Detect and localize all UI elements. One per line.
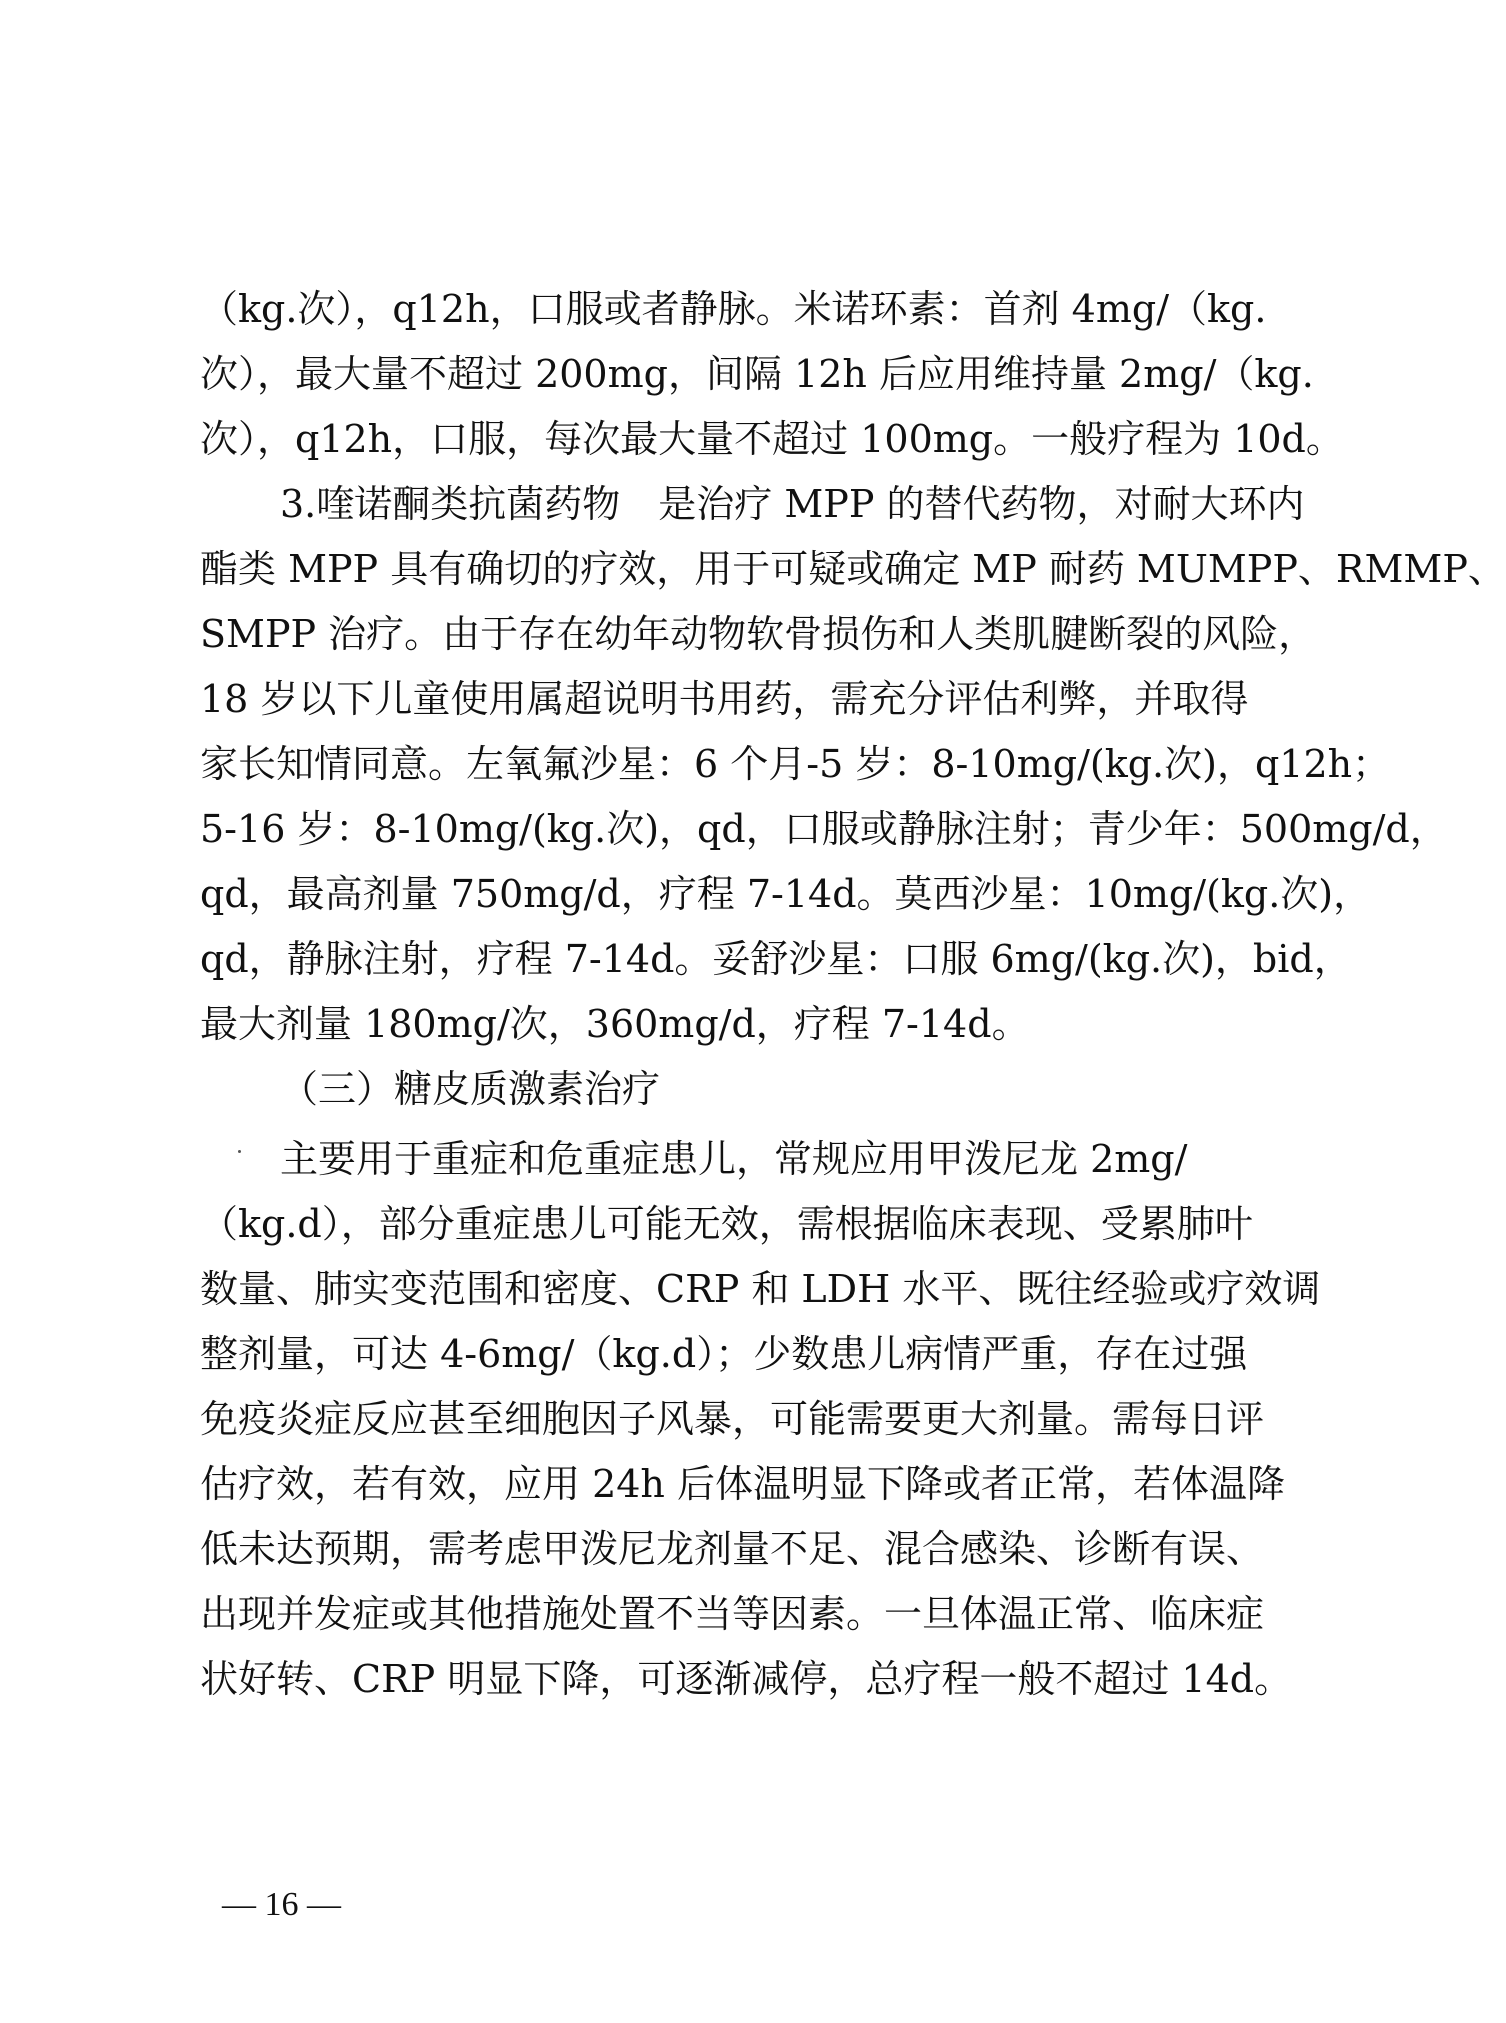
text-line: 3.喹诺酮类抗菌药物 是治疗 MPP 的替代药物，对耐大环内 (280, 482, 1305, 526)
section-heading: （三）糖皮质激素治疗 (280, 1067, 661, 1111)
text-line: 家长知情同意。左氧氟沙星：6 个月-5 岁：8-10mg/(kg.次)，q12h； (200, 742, 1391, 786)
text-line: 估疗效，若有效，应用 24h 后体温明显下降或者正常，若体温降 (200, 1462, 1285, 1506)
text-line: （kg.d），部分重症患儿可能无效，需根据临床表现、受累肺叶 (200, 1202, 1253, 1246)
text-line: 次），q12h，口服，每次最大量不超过 100mg。一般疗程为 10d。 (200, 417, 1344, 461)
text-line: 状好转、CRP 明显下降，可逐渐减停，总疗程一般不超过 14d。 (200, 1657, 1293, 1701)
text-line: 低未达预期，需考虑甲泼尼龙剂量不足、混合感染、诊断有误、 (200, 1527, 1265, 1571)
scan-speck (238, 1150, 241, 1153)
text-line: 数量、肺实变范围和密度、CRP 和 LDH 水平、既往经验或疗效调 (200, 1267, 1321, 1311)
text-line: SMPP 治疗。由于存在幼年动物软骨损伤和人类肌腱断裂的风险， (200, 612, 1317, 656)
text-line: 整剂量，可达 4-6mg/（kg.d）；少数患儿病情严重，存在过强 (200, 1332, 1248, 1376)
text-line: 5-16 岁：8-10mg/(kg.次)，qd，口服或静脉注射；青少年：500mg/d， (200, 807, 1448, 851)
text-line: （kg.次），q12h，口服或者静脉。米诺环素：首剂 4mg/（kg. (200, 287, 1267, 331)
text-line: qd，静脉注射，疗程 7-14d。妥舒沙星：口服 6mg/(kg.次)，bid， (200, 937, 1352, 981)
text-line: 出现并发症或其他措施处置不当等因素。一旦体温正常、临床症 (200, 1592, 1265, 1636)
text-line: 酯类 MPP 具有确切的疗效，用于可疑或确定 MP 耐药 MUMPP、RMMP、 (200, 547, 1506, 591)
text-line: qd，最高剂量 750mg/d，疗程 7-14d。莫西沙星：10mg/(kg.次)， (200, 872, 1372, 916)
text-line: 主要用于重症和危重症患儿，常规应用甲泼尼龙 2mg/ (280, 1137, 1188, 1181)
text-line: 免疫炎症反应甚至细胞因子风暴，可能需要更大剂量。需每日评 (200, 1397, 1265, 1441)
text-line: 最大剂量 180mg/次，360mg/d，疗程 7-14d。 (200, 1002, 1030, 1046)
text-line: 次），最大量不超过 200mg，间隔 12h 后应用维持量 2mg/（kg. (200, 352, 1314, 396)
text-line: 18 岁以下儿童使用属超说明书用药，需充分评估利弊，并取得 (200, 677, 1249, 721)
page-number: — 16 — (222, 1886, 341, 1923)
